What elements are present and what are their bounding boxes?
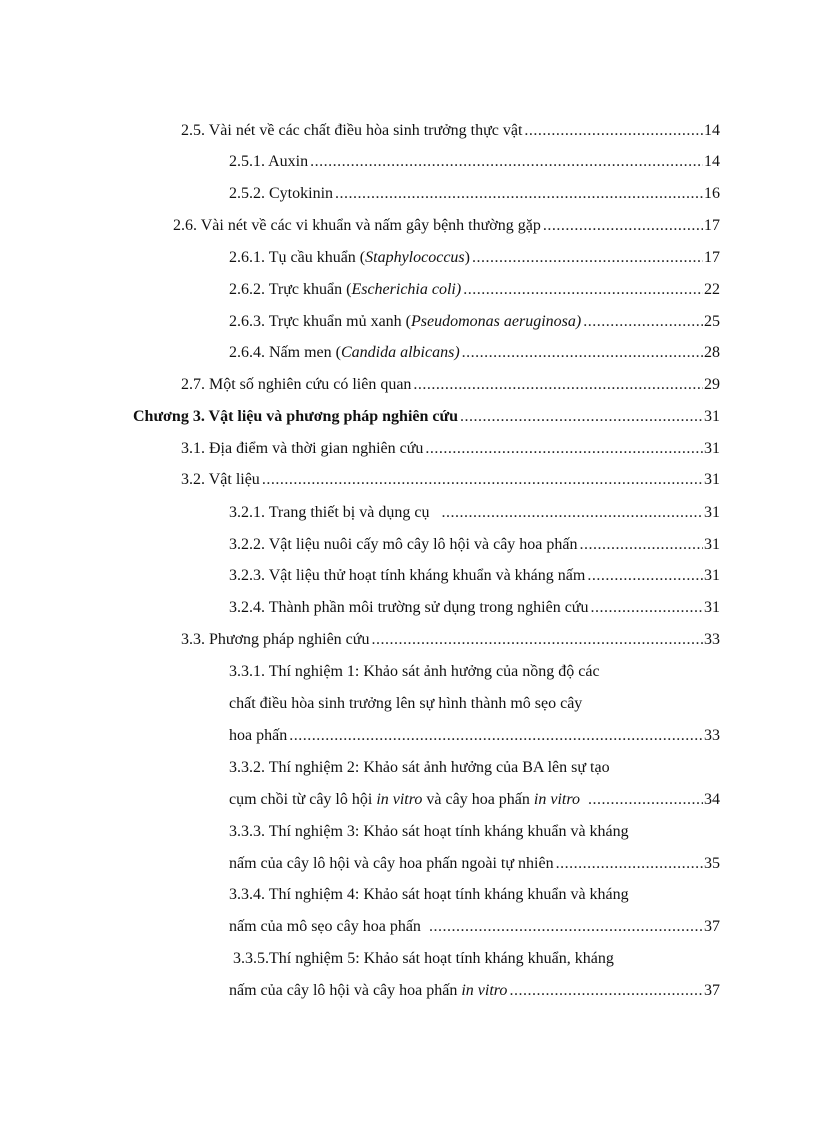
toc-leader xyxy=(472,248,703,268)
toc-entry-2-6-2 xyxy=(229,280,720,300)
species-name: Pseudomonas aeruginosa) xyxy=(411,313,582,330)
toc-entry-label: 2.5.2. Cytokinin xyxy=(229,185,334,202)
toc-entry-3-2 xyxy=(181,470,720,490)
toc-page-number: 31 xyxy=(704,599,720,616)
toc-page-number: 25 xyxy=(704,313,720,330)
toc-page-number: 31 xyxy=(704,471,720,488)
toc-leader xyxy=(556,854,703,874)
toc-entry-3-3-4-line: 3.3.4. Thí nghiệm 4: Khảo sát hoạt tính kháng khuẩn và kháng xyxy=(229,886,629,903)
toc-entry-3-3-3 xyxy=(229,854,720,874)
toc-leader xyxy=(588,790,703,810)
toc-leader xyxy=(590,598,703,618)
toc-entry-label: 3.2.2. Vật liệu nuôi cấy mô cây lô hội và cây hoa phấn xyxy=(229,536,578,553)
toc-entry-label: 2.6.4. Nấm men (Candida albicans) xyxy=(229,344,460,361)
toc-page-number: 35 xyxy=(704,855,720,872)
toc-page-number: 31 xyxy=(704,440,720,457)
toc-entry-3-3-1 xyxy=(229,726,720,746)
in-vitro-term: in vitro xyxy=(376,791,423,808)
toc-leader xyxy=(262,470,703,490)
toc-leader xyxy=(509,981,703,1001)
toc-page-number: 37 xyxy=(704,982,720,999)
toc-entry-3-3-4 xyxy=(229,917,720,937)
toc-leader xyxy=(425,439,703,459)
toc-leader xyxy=(289,726,703,746)
toc-leader xyxy=(524,121,703,141)
toc-page-number: 31 xyxy=(704,504,720,521)
toc-entry-label: nấm của cây lô hội và cây hoa phấn ngoài tự nhiên xyxy=(229,855,554,872)
toc-entry-label: 3.2.4. Thành phần môi trường sử dụng trong nghiên cứu xyxy=(229,599,589,616)
toc-entry-label: 2.5.1. Auxin xyxy=(229,153,309,170)
toc-leader xyxy=(335,184,703,204)
toc-entry-3-3-3-line: 3.3.3. Thí nghiệm 3: Khảo sát hoạt tính kháng khuẩn và kháng xyxy=(229,823,629,840)
toc-page-number: 22 xyxy=(704,281,720,298)
toc-leader xyxy=(543,216,703,236)
toc-page-number: 31 xyxy=(704,536,720,553)
toc-leader xyxy=(460,407,703,427)
toc-entry-3-3-5 xyxy=(229,981,720,1001)
toc-entry-2-6-4 xyxy=(229,343,720,363)
toc-entry-2-5 xyxy=(181,121,720,141)
toc-entry-label: 3.3. Phương pháp nghiên cứu xyxy=(181,631,370,648)
toc-entry-3-1 xyxy=(181,439,720,459)
toc-page-number: 31 xyxy=(704,408,720,425)
toc-chapter-3 xyxy=(133,407,720,427)
toc-entry-label: 2.7. Một số nghiên cứu có liên quan xyxy=(181,376,412,393)
toc-leader xyxy=(413,375,703,395)
toc-entry-label: nấm của cây lô hội và cây hoa phấn in vitro xyxy=(229,982,508,999)
toc-entry-3-3-1-line: chất điều hòa sinh trưởng lên sự hình thành mô sẹo cây xyxy=(229,695,583,712)
toc-entry-3-2-2 xyxy=(229,535,720,555)
toc-page-number: 33 xyxy=(704,727,720,744)
toc-page-number: 33 xyxy=(704,631,720,648)
toc-entry-2-6-1 xyxy=(229,248,720,268)
toc-leader xyxy=(583,312,703,332)
toc-page-number: 34 xyxy=(704,791,720,808)
chapter-title: Chương 3. Vật liệu và phương pháp nghiên cứu xyxy=(133,408,458,425)
toc-entry-3-2-4 xyxy=(229,598,720,618)
toc-page-number: 16 xyxy=(704,185,720,202)
toc-entry-3-3 xyxy=(181,630,720,650)
toc-entry-label: 3.2.1. Trang thiết bị và dụng cụ xyxy=(229,504,430,521)
in-vitro-term: in vitro xyxy=(533,791,580,808)
toc-entry-2-6 xyxy=(173,216,720,236)
toc-entry-2-6-3 xyxy=(229,312,720,332)
toc-entry-2-5-2 xyxy=(229,184,720,204)
toc-entry-3-2-3 xyxy=(229,566,720,586)
toc-page-number: 17 xyxy=(704,217,720,234)
toc-leader xyxy=(463,280,703,300)
toc-page-number: 14 xyxy=(704,122,720,139)
toc-entry-label: nấm của mô sẹo cây hoa phấn xyxy=(229,918,421,935)
toc-leader xyxy=(587,566,703,586)
species-name: Staphylococcus xyxy=(365,249,465,266)
toc-leader xyxy=(580,535,704,555)
toc-page-number: 14 xyxy=(704,153,720,170)
toc-page-number: 28 xyxy=(704,344,720,361)
toc-page-number: 37 xyxy=(704,918,720,935)
species-name: Candida albicans) xyxy=(340,344,460,361)
toc-entry-label: 3.1. Địa điểm và thời gian nghiên cứu xyxy=(181,440,424,457)
toc-leader xyxy=(429,917,703,937)
toc-entry-label: 2.6.1. Tụ cầu khuẩn (Staphylococcus) xyxy=(229,249,470,266)
in-vitro-term: in vitro xyxy=(461,982,508,999)
toc-page-number: 17 xyxy=(704,249,720,266)
toc-entry-3-2-1 xyxy=(229,503,720,523)
toc-entry-3-3-2 xyxy=(229,790,720,810)
toc-entry-3-3-2-line: 3.3.2. Thí nghiệm 2: Khảo sát ảnh hưởng của BA lên sự tạo xyxy=(229,759,610,776)
toc-page-number: 29 xyxy=(704,376,720,393)
toc-entry-label: 3.2.3. Vật liệu thử hoạt tính kháng khuẩn và kháng nấm xyxy=(229,567,586,584)
toc-entry-label: cụm chồi từ cây lô hội in vitro và cây hoa phấn in vitro xyxy=(229,791,580,808)
toc-entry-label: 2.6.3. Trực khuẩn mủ xanh (Pseudomonas aeruginosa) xyxy=(229,313,582,330)
toc-entry-label: 3.2. Vật liệu xyxy=(181,471,260,488)
toc-entry-label: 2.6.2. Trực khuẩn (Escherichia coli) xyxy=(229,281,462,298)
toc-entry-label: hoa phấn xyxy=(229,727,288,744)
toc-entry-2-5-1 xyxy=(229,152,720,172)
toc-page-number: 31 xyxy=(704,567,720,584)
toc-entry-3-3-1-line: 3.3.1. Thí nghiệm 1: Khảo sát ảnh hưởng của nồng độ các xyxy=(229,663,600,680)
species-name: Escherichia coli) xyxy=(351,281,462,298)
toc-entry-label: 2.5. Vài nét về các chất điều hòa sinh trưởng thực vật xyxy=(181,122,523,139)
toc-entry-label: 2.6. Vài nét về các vi khuẩn và nấm gây bệnh thường gặp xyxy=(173,217,541,234)
toc-leader xyxy=(462,343,703,363)
toc-entry-2-7 xyxy=(181,375,720,395)
toc-leader xyxy=(371,630,703,650)
toc-entry-3-3-5-line: 3.3.5.Thí nghiệm 5: Khảo sát hoạt tính kháng khuẩn, kháng xyxy=(233,950,614,967)
toc-leader xyxy=(441,503,703,523)
toc-leader xyxy=(310,152,703,172)
